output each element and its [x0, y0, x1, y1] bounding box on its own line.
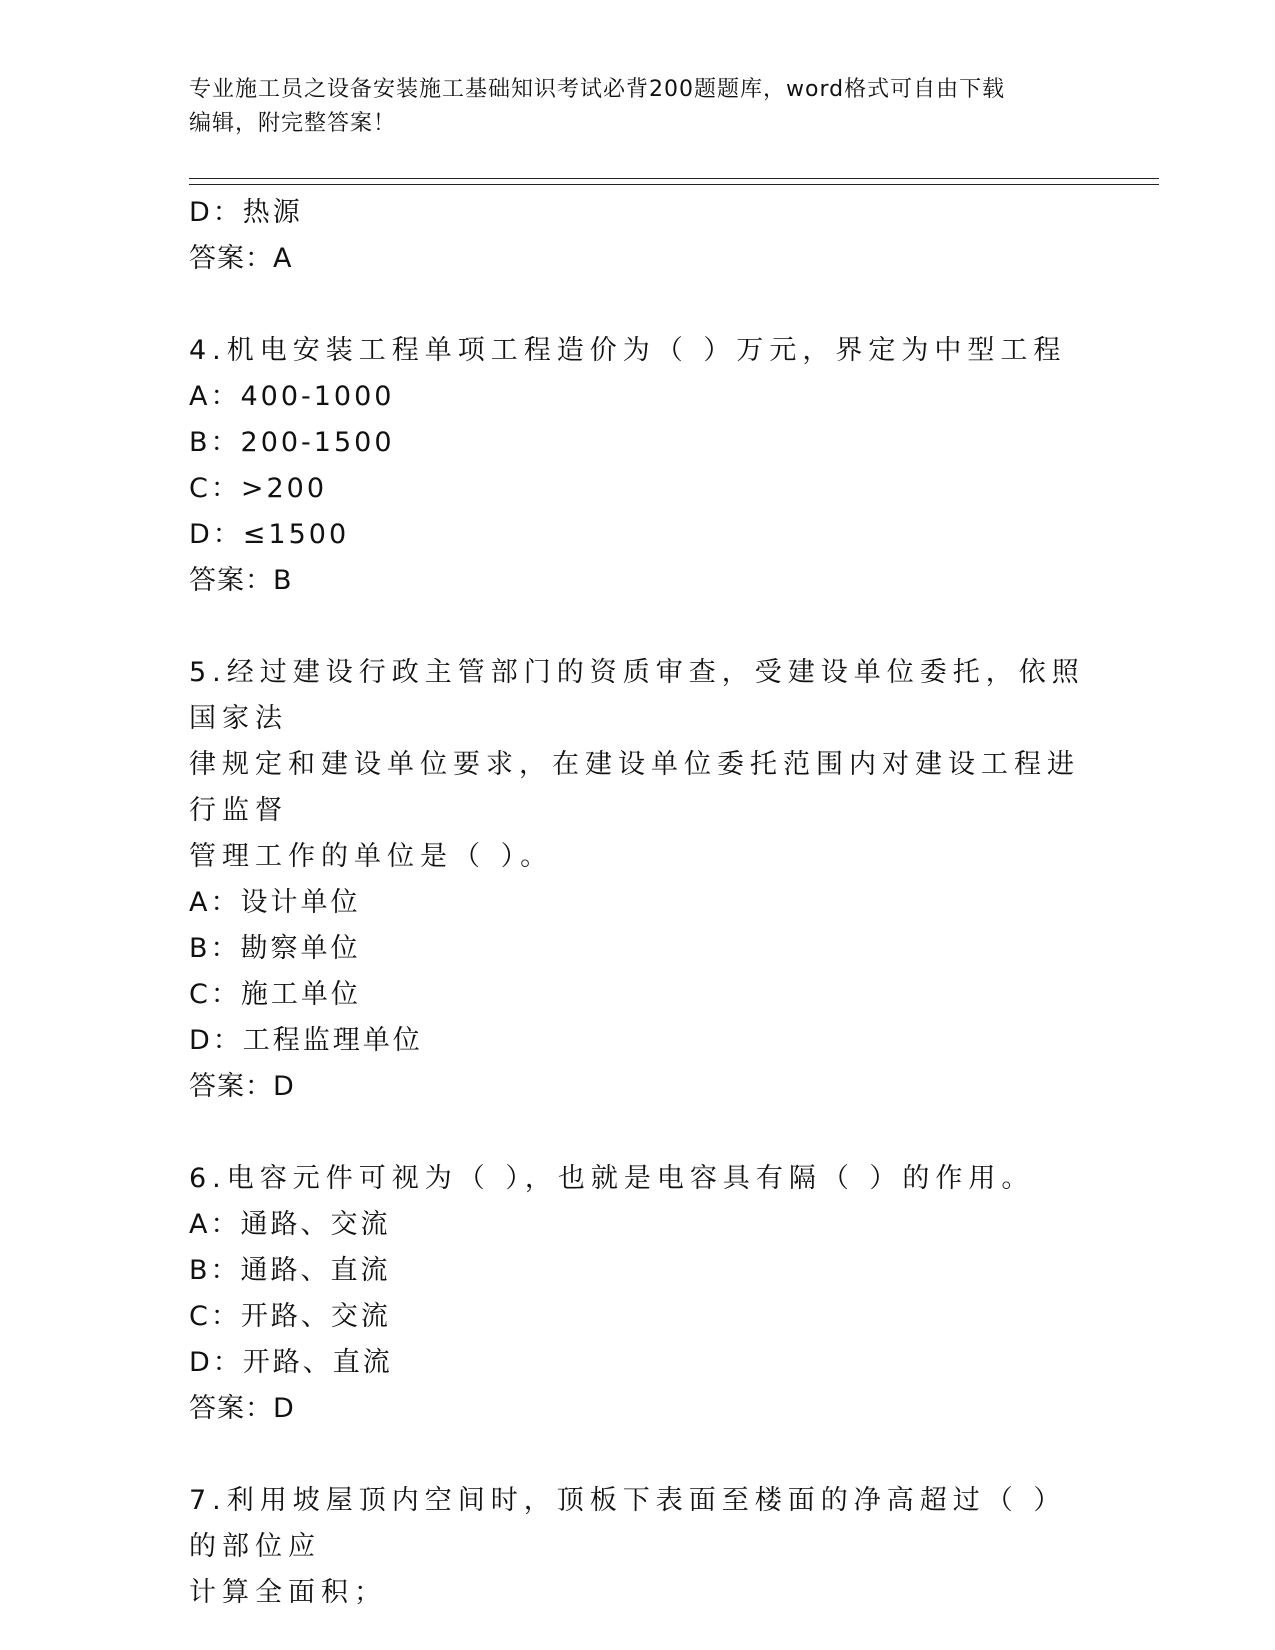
answer-line: 答案：A — [189, 243, 293, 274]
question-text: 4.机电安装工程单项工程造价为（ ）万元，界定为中型工程 — [189, 335, 1067, 366]
option-d: D：开路、直流 — [189, 1347, 393, 1378]
option-a: A：400-1000 — [189, 381, 395, 412]
question-block — [189, 1478, 1089, 1616]
question-text: 5.经过建设行政主管部门的资质审查，受建设单位委托，依照国家法 — [189, 657, 1085, 734]
question-block — [189, 650, 1089, 1110]
option-a: A：设计单位 — [189, 887, 361, 918]
document-header — [189, 73, 1089, 141]
option-d: D：热源 — [189, 197, 303, 228]
question-block — [189, 1156, 1089, 1432]
option-c: C：施工单位 — [189, 979, 361, 1010]
option-c: C：>200 — [189, 473, 328, 504]
question-text: 7.利用坡屋顶内空间时，顶板下表面至楼面的净高超过（ ）的部位应 — [189, 1485, 1067, 1562]
option-b: B：勘察单位 — [189, 933, 361, 964]
answer-line: 答案：D — [189, 1071, 295, 1102]
header-divider-top — [189, 178, 1159, 179]
option-c: C：开路、交流 — [189, 1301, 391, 1332]
option-d: D：工程监理单位 — [189, 1025, 423, 1056]
spacer — [189, 282, 1089, 328]
header-line-2: 编辑，附完整答案！ — [189, 111, 397, 136]
option-b: B：200-1500 — [189, 427, 395, 458]
option-a: A：通路、交流 — [189, 1209, 391, 1240]
spacer — [189, 1432, 1089, 1478]
question-list — [189, 190, 1089, 1616]
option-b: B：通路、直流 — [189, 1255, 391, 1286]
spacer — [189, 604, 1089, 650]
header-divider-bottom — [189, 184, 1159, 185]
question-text: 计算全面积； — [189, 1577, 387, 1608]
answer-line: 答案：D — [189, 1393, 295, 1424]
answer-line: 答案：B — [189, 565, 293, 596]
question-text: 管理工作的单位是（ ）。 — [189, 841, 554, 872]
header-line-1: 专业施工员之设备安装施工基础知识考试必背200题题库，word格式可自由下载 — [189, 77, 1006, 102]
spacer — [189, 1110, 1089, 1156]
question-text: 律规定和建设单位要求，在建设单位委托范围内对建设工程进行监督 — [189, 749, 1080, 826]
question-block — [189, 328, 1089, 604]
option-d: D：≤1500 — [189, 519, 350, 550]
question-text: 6.电容元件可视为（ ），也就是电容具有隔（ ）的作用。 — [189, 1163, 1035, 1194]
